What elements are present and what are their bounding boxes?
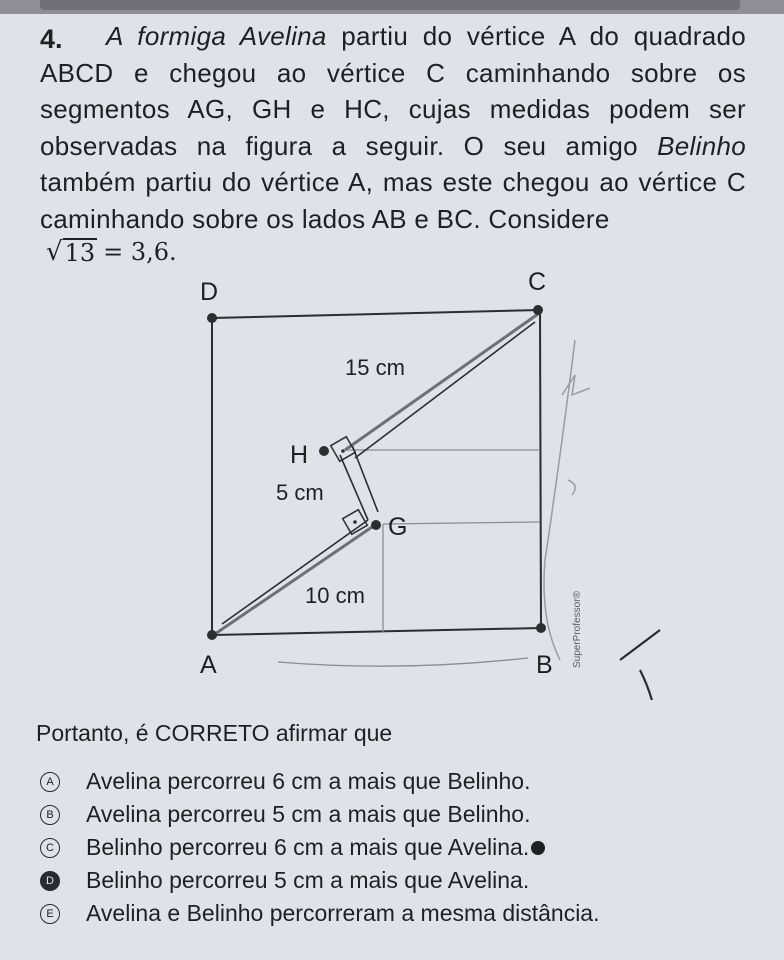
label-gh-length: 5 cm bbox=[276, 480, 324, 505]
segment-ag-inner bbox=[222, 520, 368, 624]
option-b-text: Avelina percorreu 5 cm a mais que Belinho. bbox=[86, 801, 531, 827]
right-angle-g-dot bbox=[353, 520, 357, 524]
segment-gh bbox=[340, 455, 368, 520]
option-e-letter: E bbox=[40, 904, 60, 924]
point-h-dot bbox=[319, 446, 329, 456]
superprofessor-watermark: SuperProfessor® bbox=[572, 591, 583, 668]
vertex-b-dot bbox=[536, 623, 546, 633]
option-d[interactable] bbox=[40, 864, 600, 897]
label-g: G bbox=[388, 513, 408, 541]
option-a[interactable] bbox=[40, 765, 600, 798]
option-c-text: Belinho percorreu 6 cm a mais que Avelina. bbox=[86, 834, 530, 860]
handwritten-check-mark bbox=[620, 630, 660, 700]
pencil-scribble bbox=[568, 480, 575, 495]
label-b: B bbox=[536, 651, 553, 679]
avelina-name: A formiga bbox=[106, 21, 240, 51]
pencil-curve bbox=[544, 340, 575, 660]
point-g-dot bbox=[371, 520, 381, 530]
option-b[interactable] bbox=[40, 798, 600, 831]
vertex-d-dot bbox=[207, 313, 217, 323]
option-e-text: Avelina e Belinho percorreram a mesma distância. bbox=[86, 900, 600, 926]
label-d: D bbox=[200, 278, 219, 306]
side-dc bbox=[212, 310, 540, 318]
option-e[interactable] bbox=[40, 897, 600, 930]
label-ag-length: 10 cm bbox=[305, 583, 365, 608]
vertex-a-dot bbox=[207, 630, 217, 640]
vertex-c-dot bbox=[533, 305, 543, 315]
label-c: C bbox=[528, 268, 547, 296]
label-a: A bbox=[200, 651, 217, 679]
side-ab bbox=[212, 628, 541, 635]
answer-prompt: Portanto, é CORRETO afirmar que bbox=[36, 720, 393, 746]
pencil-scribble-5 bbox=[562, 375, 590, 395]
option-a-text: Avelina percorreu 6 cm a mais que Belinho. bbox=[86, 768, 531, 794]
segment-gh-inner bbox=[352, 445, 378, 512]
segment-ag bbox=[215, 527, 372, 634]
pencil-underline bbox=[278, 658, 528, 666]
right-angle-h-dot bbox=[341, 449, 345, 453]
answer-options bbox=[40, 765, 600, 930]
segment-hc bbox=[345, 314, 538, 450]
option-d-letter: D bbox=[40, 871, 60, 891]
option-b-letter: B bbox=[40, 805, 60, 825]
segment-hc-inner bbox=[355, 322, 535, 458]
side-cb bbox=[540, 310, 541, 628]
sqrt-symbol: √ bbox=[46, 237, 63, 267]
filled-answer-dot-icon bbox=[531, 841, 545, 855]
label-hc-length: 15 cm bbox=[345, 355, 405, 380]
option-c-letter: C bbox=[40, 838, 60, 858]
sqrt-radicand: 13 bbox=[64, 239, 96, 267]
belinho-name-italic: Belinho bbox=[657, 130, 746, 161]
label-h: H bbox=[290, 441, 309, 469]
option-d-text: Belinho percorreu 5 cm a mais que Avelina. bbox=[86, 867, 530, 893]
sqrt-value: = 3,6. bbox=[103, 238, 177, 266]
option-c[interactable] bbox=[40, 831, 600, 864]
stem-text-part3: também partiu do vértice A, mas este chegou ao vértice C caminhando sobre os lados AB e BC. Considere bbox=[40, 167, 746, 234]
stem-text-part2: partiu do vértice A do quadrado ABCD e chegou ao vértice C caminhando sobre os segmentos AG, GH e HC, cujas medidas podem ser observadas na figura a seguir. O seu amigo bbox=[40, 21, 747, 161]
question-number: 4. bbox=[40, 24, 63, 54]
option-a-letter: A bbox=[40, 772, 60, 792]
avelina-name-italic: Avelina bbox=[239, 21, 327, 51]
right-angle-h bbox=[331, 437, 356, 462]
